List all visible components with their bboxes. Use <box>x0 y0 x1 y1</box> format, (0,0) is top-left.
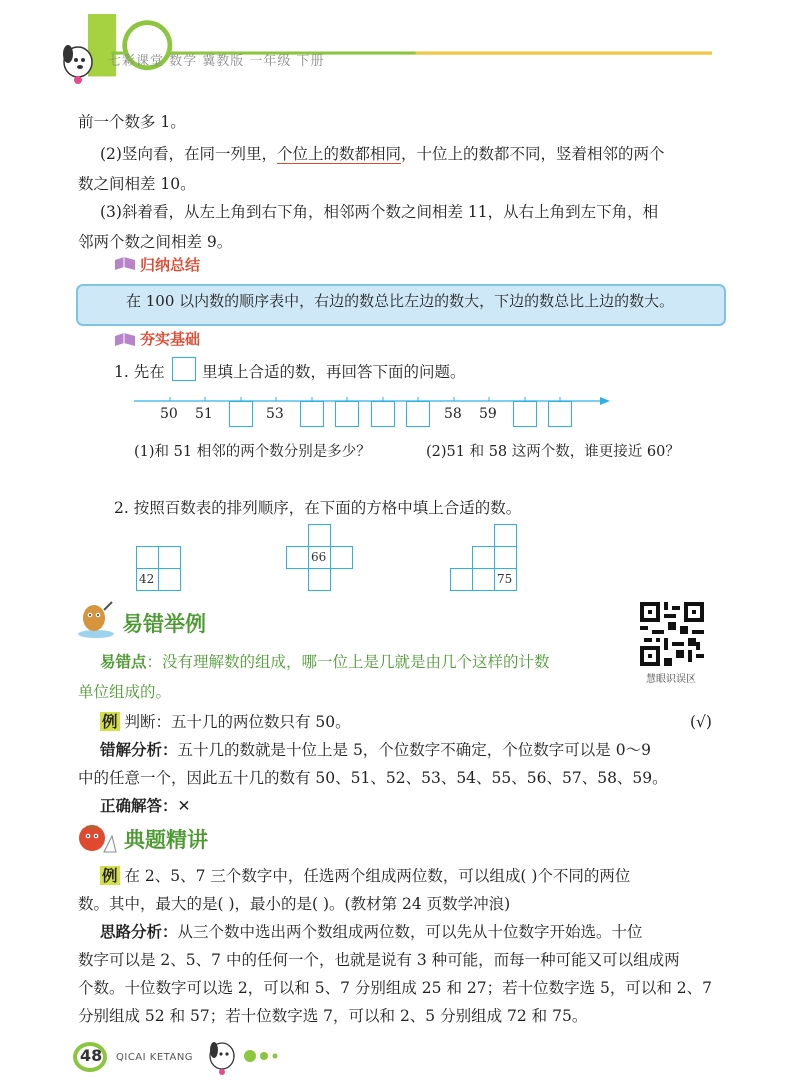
intro-p2-b: ，十位上的数都不同，竖着相邻的两个 <box>400 145 665 163</box>
number-line-blank-box[interactable] <box>548 401 572 427</box>
example-tag: 例 <box>102 712 118 731</box>
qr-label: 慧眼识误区 <box>646 674 696 685</box>
header-title: 七彩课堂 数学 冀教版 一年级 下册 <box>108 54 325 69</box>
number-line-blank-box[interactable] <box>406 401 430 427</box>
error-point-line1 <box>100 646 550 678</box>
typical-ex-line2: 数。其中，最大的是( )，最小的是( )。(教材第 24 页数学冲浪) <box>78 895 511 913</box>
analysis-text1: 五十几的数就是十位上是 5，个位数字不确定，个位数字可以是 0～9 <box>177 741 651 759</box>
q1-sub2: (2)51 和 58 这两个数，谁更接近 60？ <box>426 444 680 460</box>
number-line-blank-box[interactable] <box>513 401 537 427</box>
typical-analysis-l1: 从三个数中选出两个数组成两位数，可以先从十位数字开始选。十位 <box>177 923 643 941</box>
q1-suffix: 里填上合适的数，再回答下面的问题。 <box>202 363 466 381</box>
book-icon <box>114 256 136 276</box>
grid-cell[interactable] <box>158 546 181 569</box>
footer-dog-icon <box>200 1034 290 1078</box>
intro-p2-a: (2)竖向看，在同一列里， <box>100 145 277 163</box>
analysis-text2: 中的任意一个，因此五十几的数有 50、51、52、53、54、55、56、57、58、59。 <box>78 769 668 787</box>
typical-heading: 典题精讲 <box>124 828 208 852</box>
book-icon-2 <box>114 332 136 352</box>
typical-analysis-l4: 分别组成 52 和 57；若十位数字选 7，可以和 2、5 分别组成 72 和 75。 <box>78 1007 588 1025</box>
number-line-label: 51 <box>195 406 213 422</box>
grid-2-value: 66 <box>311 550 327 564</box>
q1-sub1: (1)和 51 相邻的两个数分别是多少？ <box>134 444 371 460</box>
number-line-label: 58 <box>444 406 462 422</box>
q1-example-box <box>172 357 196 381</box>
dog-mascot-icon <box>50 30 106 86</box>
errors-heading: 易错举例 <box>122 612 206 636</box>
q2-text: 2. 按照百数表的排列顺序，在下面的方格中填上合适的数。 <box>114 499 522 517</box>
number-line-blank-box[interactable] <box>300 401 324 427</box>
error-point-text2: 单位组成的。 <box>78 683 172 701</box>
grid-3-value: 75 <box>497 572 513 586</box>
typical-analysis-l2: 数字可以是 2、5、7 中的任何一个，也就是说有 3 种可能，而每一种可能又可以组成两 <box>78 951 680 969</box>
grid-1-value: 42 <box>139 572 155 586</box>
tomato-mascot-icon <box>74 816 118 856</box>
footer-brand: QICAI KETANG <box>116 1052 194 1063</box>
grid-cell[interactable] <box>450 568 473 591</box>
correct-label: 正确解答： <box>100 797 178 815</box>
number-line-label: 59 <box>479 406 497 422</box>
error-point-text1: ：没有理解数的组成，哪一位上是几就是由几个这样的计数 <box>146 653 550 671</box>
qr-code-icon[interactable] <box>640 602 704 666</box>
analysis-label: 错解分析： <box>100 741 178 759</box>
grid-cell[interactable] <box>308 568 331 591</box>
typical-analysis-l3: 个数。十位数字可以选 2，可以和 5、7 分别组成 25 和 27；若十位数字选 5，可以和 2、7 <box>78 979 713 997</box>
typical-ex-line1: 在 2、5、7 三个数字中，任选两个组成两位数，可以组成( )个不同的两位 <box>124 867 631 885</box>
intro-p2 <box>100 138 665 170</box>
error-point-label: 易错点 <box>100 652 147 671</box>
potato-mascot-icon <box>74 600 118 640</box>
q1-prefix: 1. 先在 <box>114 363 165 381</box>
grid-cell[interactable] <box>472 546 495 569</box>
typical-analysis-label: 思路分析： <box>100 923 178 941</box>
page-number: 48 <box>80 1046 103 1065</box>
intro-line1: 前一个数多 1。 <box>78 113 186 131</box>
number-line-blank-box[interactable] <box>335 401 359 427</box>
intro-p3-a: (3)斜着看，从左上角到右下角，相邻两个数之间相差 11，从右上角到左下角，相 <box>100 203 659 221</box>
number-line-label: 53 <box>266 406 284 422</box>
summary-heading: 归纳总结 <box>140 256 201 274</box>
number-line-blank-box[interactable] <box>229 401 253 427</box>
grid-cell[interactable] <box>308 524 331 547</box>
basics-heading: 夯实基础 <box>140 330 201 348</box>
intro-p2-underline: 个位上的数都相同 <box>276 145 401 163</box>
grid-cell[interactable] <box>494 524 517 547</box>
intro-p2-c: 数之间相差 10。 <box>78 175 196 193</box>
grid-cell[interactable] <box>158 568 181 591</box>
number-line-blank-box[interactable] <box>371 401 395 427</box>
summary-text: 在 100 以内数的顺序表中，右边的数总比左边的数大，下边的数总比上边的数大。 <box>126 292 675 310</box>
example-answer: (√) <box>690 713 712 731</box>
grid-cell[interactable] <box>136 546 159 569</box>
grid-cell[interactable] <box>472 568 495 591</box>
grid-cell[interactable] <box>286 546 309 569</box>
number-line-label: 50 <box>160 406 178 422</box>
grid-cell[interactable] <box>494 546 517 569</box>
correct-mark: ✕ <box>177 797 191 815</box>
typical-example-tag: 例 <box>102 866 118 885</box>
intro-p3-b: 邻两个数之间相差 9。 <box>78 233 233 251</box>
example-text: 判断：五十几的两位数只有 50。 <box>124 713 351 731</box>
grid-cell[interactable] <box>330 546 353 569</box>
